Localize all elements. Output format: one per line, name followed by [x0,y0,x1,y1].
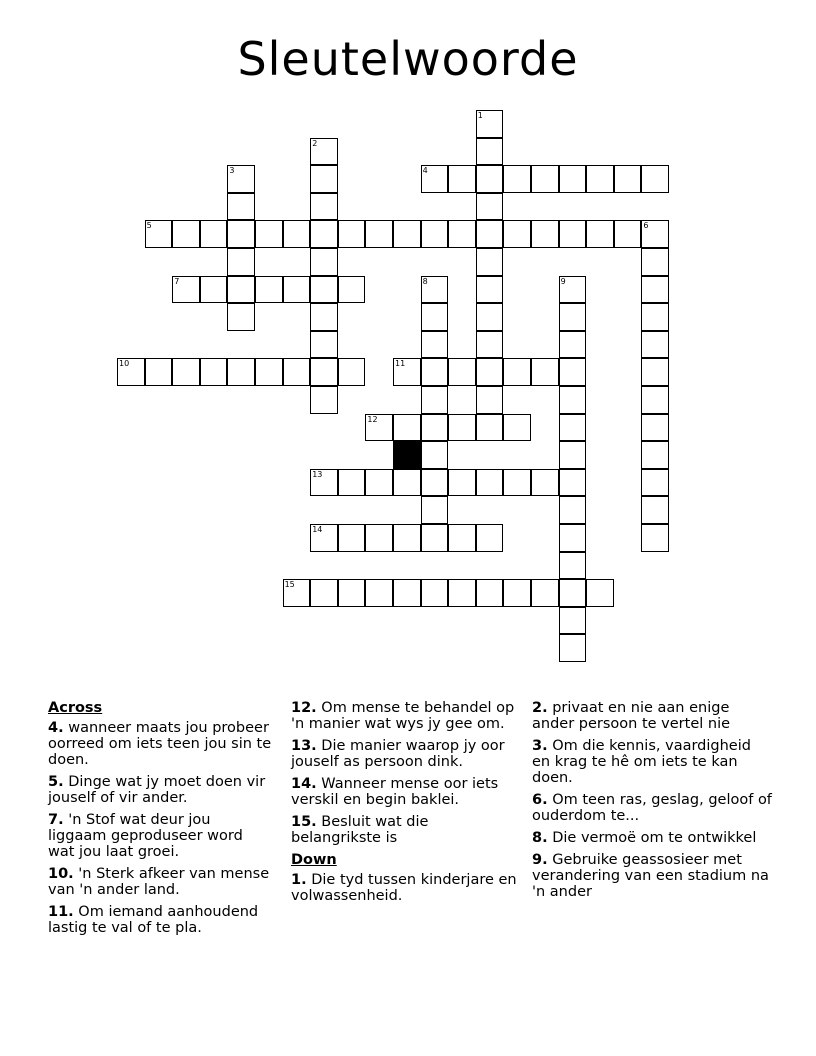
grid-cell[interactable] [310,386,338,414]
grid-cell[interactable] [476,303,504,331]
grid-cell[interactable] [255,220,283,248]
grid-cell[interactable] [559,524,587,552]
grid-cell[interactable] [310,358,338,386]
grid-cell[interactable] [476,358,504,386]
clue-across-12: 12. Om mense te behandel op 'n manier wat wys jy gee om. [291,700,515,732]
grid-cell[interactable] [365,414,393,442]
grid-cell[interactable] [338,469,366,497]
grid-cell[interactable] [641,331,669,359]
grid-cell[interactable] [145,358,173,386]
grid-cell[interactable] [421,220,449,248]
grid-cell[interactable] [641,303,669,331]
grid-cell[interactable] [641,220,669,248]
cell-number: 10 [119,359,130,369]
grid-cell[interactable] [393,579,421,607]
grid-cell[interactable] [586,579,614,607]
clue-across-11: 11. Om iemand aanhoudend lastig te val of te pla. [48,904,259,936]
grid-cell[interactable] [310,579,338,607]
grid-cell[interactable] [641,276,669,304]
grid-cell[interactable] [338,220,366,248]
grid-cell[interactable] [421,414,449,442]
cell-number: 1 [477,111,483,120]
grid-cell[interactable] [172,276,200,304]
grid-cell[interactable] [641,441,669,469]
grid-cell[interactable] [614,220,642,248]
cell-number: 3 [229,166,235,176]
grid-cell[interactable] [310,303,338,331]
grid-cell[interactable] [476,331,504,359]
clue-down-8: 8. Die vermoë om te ontwikkel [532,830,757,846]
grid-cell[interactable] [448,220,476,248]
clues-column-1 [48,700,273,942]
grid-cell[interactable] [421,441,449,469]
grid-cell[interactable] [365,579,393,607]
grid-cell[interactable] [421,496,449,524]
grid-cell[interactable] [117,358,145,386]
cell-number: 2 [312,138,318,148]
grid-cell[interactable] [365,220,393,248]
grid-cell[interactable] [641,386,669,414]
grid-cell[interactable] [421,276,449,304]
grid-cell[interactable] [559,469,587,497]
grid-cell[interactable] [531,579,559,607]
grid-cell[interactable] [531,220,559,248]
clue-down-6: 6. Om teen ras, geslag, geloof of ouderdom te... [532,792,772,824]
grid-cell[interactable] [559,634,587,662]
grid-cell[interactable] [641,414,669,442]
cell-number: 9 [560,276,566,286]
grid-cell[interactable] [559,607,587,635]
grid-cell[interactable] [559,331,587,359]
grid-cell[interactable] [476,220,504,248]
grid-cell[interactable] [476,110,504,138]
cell-number: 12 [367,414,378,424]
grid-cell[interactable] [531,469,559,497]
grid-cell[interactable] [476,138,504,166]
grid-cell[interactable] [559,579,587,607]
across-heading: Across [48,700,103,716]
grid-cell[interactable] [503,414,531,442]
grid-cell[interactable] [421,469,449,497]
grid-cell[interactable] [421,331,449,359]
grid-cell[interactable] [338,579,366,607]
grid-cell[interactable] [338,276,366,304]
grid-cell[interactable] [448,358,476,386]
clue-down-3: 3. Om die kennis, vaardigheid en krag te hê om iets te kan doen. [532,738,751,786]
grid-cell[interactable] [365,524,393,552]
grid-cell[interactable] [476,248,504,276]
clue-across-10: 10. 'n Sterk afkeer van mense van 'n ander land. [48,866,270,898]
grid-block [393,441,421,469]
grid-cell[interactable] [310,193,338,221]
grid-cell[interactable] [227,276,255,304]
grid-cell[interactable] [338,524,366,552]
grid-cell[interactable] [476,579,504,607]
grid-cell[interactable] [310,524,338,552]
grid-cell[interactable] [448,165,476,193]
grid-cell[interactable] [503,358,531,386]
grid-cell[interactable] [283,358,311,386]
clue-across-14: 14. Wanneer mense oor iets verskil en begin baklei. [291,776,499,808]
grid-cell[interactable] [448,469,476,497]
cell-number: 8 [422,276,428,286]
grid-cell[interactable] [227,165,255,193]
clue-across-7: 7. 'n Stof wat deur jou liggaam geproduseer word wat jou laat groei. [48,812,243,860]
cell-number: 15 [284,580,295,590]
grid-cell[interactable] [586,165,614,193]
clue-across-4: 4. wanneer maats jou probeer oorreed om iets teen jou sin te doen. [48,720,272,768]
grid-cell[interactable] [476,414,504,442]
grid-cell[interactable] [531,165,559,193]
grid-cell[interactable] [641,165,669,193]
clue-across-15: 15. Besluit wat die belangrikste is [291,814,429,846]
grid-cell[interactable] [283,579,311,607]
grid-cell[interactable] [559,276,587,304]
grid-cell[interactable] [393,469,421,497]
grid-cell[interactable] [476,386,504,414]
grid-cell[interactable] [227,248,255,276]
grid-cell[interactable] [559,552,587,580]
grid-cell[interactable] [283,276,311,304]
cell-number: 7 [174,276,180,286]
grid-cell[interactable] [421,358,449,386]
grid-cell[interactable] [559,303,587,331]
grid-cell[interactable] [476,165,504,193]
grid-cell[interactable] [310,276,338,304]
grid-cell[interactable] [641,358,669,386]
grid-cell[interactable] [559,386,587,414]
grid-cell[interactable] [310,138,338,166]
grid-cell[interactable] [421,524,449,552]
grid-cell[interactable] [227,303,255,331]
grid-cell[interactable] [503,165,531,193]
grid-cell[interactable] [476,469,504,497]
grid-cell[interactable] [393,358,421,386]
grid-cell[interactable] [200,358,228,386]
grid-cell[interactable] [448,414,476,442]
grid-cell[interactable] [421,579,449,607]
grid-cell[interactable] [503,469,531,497]
clues-column-2 [291,700,523,910]
grid-cell[interactable] [614,165,642,193]
grid-cell[interactable] [559,358,587,386]
grid-cell[interactable] [421,165,449,193]
grid-cell[interactable] [559,496,587,524]
grid-cell[interactable] [200,276,228,304]
grid-cell[interactable] [641,496,669,524]
cell-number: 11 [395,359,406,369]
grid-cell[interactable] [255,358,283,386]
grid-cell[interactable] [310,165,338,193]
grid-cell[interactable] [559,414,587,442]
grid-cell[interactable] [393,414,421,442]
grid-cell[interactable] [503,579,531,607]
grid-cell[interactable] [503,220,531,248]
grid-cell[interactable] [641,248,669,276]
clue-across-5: 5. Dinge wat jy moet doen vir jouself of vir ander. [48,774,266,806]
down-heading: Down [291,852,337,868]
grid-cell[interactable] [145,220,173,248]
clue-across-13: 13. Die manier waarop jy oor jouself as persoon dink. [291,738,505,770]
grid-cell[interactable] [393,524,421,552]
cell-number: 6 [643,221,649,231]
grid-cell[interactable] [421,386,449,414]
grid-cell[interactable] [476,276,504,304]
clue-down-2: 2. privaat en nie aan enige ander persoon te vertel nie [532,700,731,732]
grid-cell[interactable] [448,524,476,552]
cell-number: 13 [312,469,323,479]
grid-cell[interactable] [283,220,311,248]
grid-cell[interactable] [476,193,504,221]
grid-cell[interactable] [200,220,228,248]
cell-number: 4 [422,166,428,176]
grid-cell[interactable] [531,358,559,386]
grid-cell[interactable] [255,276,283,304]
grid-cell[interactable] [641,469,669,497]
grid-cell[interactable] [338,358,366,386]
cell-number: 5 [146,221,152,231]
grid-cell[interactable] [586,220,614,248]
grid-cell[interactable] [227,193,255,221]
grid-cell[interactable] [172,220,200,248]
grid-cell[interactable] [310,220,338,248]
grid-cell[interactable] [227,220,255,248]
grid-cell[interactable] [421,303,449,331]
grid-cell[interactable] [641,524,669,552]
page-title: Sleutelwoorde [237,32,579,86]
grid-cell[interactable] [559,165,587,193]
clue-down-9: 9. Gebruike geassosieer met verandering van een stadium na 'n ander [532,852,769,900]
grid-cell[interactable] [310,331,338,359]
grid-cell[interactable] [393,220,421,248]
grid-cell[interactable] [172,358,200,386]
grid-cell[interactable] [559,220,587,248]
grid-cell[interactable] [365,469,393,497]
grid-cell[interactable] [448,579,476,607]
grid-cell[interactable] [310,469,338,497]
grid-cell[interactable] [310,248,338,276]
clues-column-3 [532,700,772,906]
cell-number: 14 [312,525,323,534]
clue-down-1: 1. Die tyd tussen kinderjare en volwassenheid. [291,872,517,904]
grid-cell[interactable] [227,358,255,386]
grid-cell[interactable] [559,441,587,469]
grid-cell[interactable] [476,524,504,552]
